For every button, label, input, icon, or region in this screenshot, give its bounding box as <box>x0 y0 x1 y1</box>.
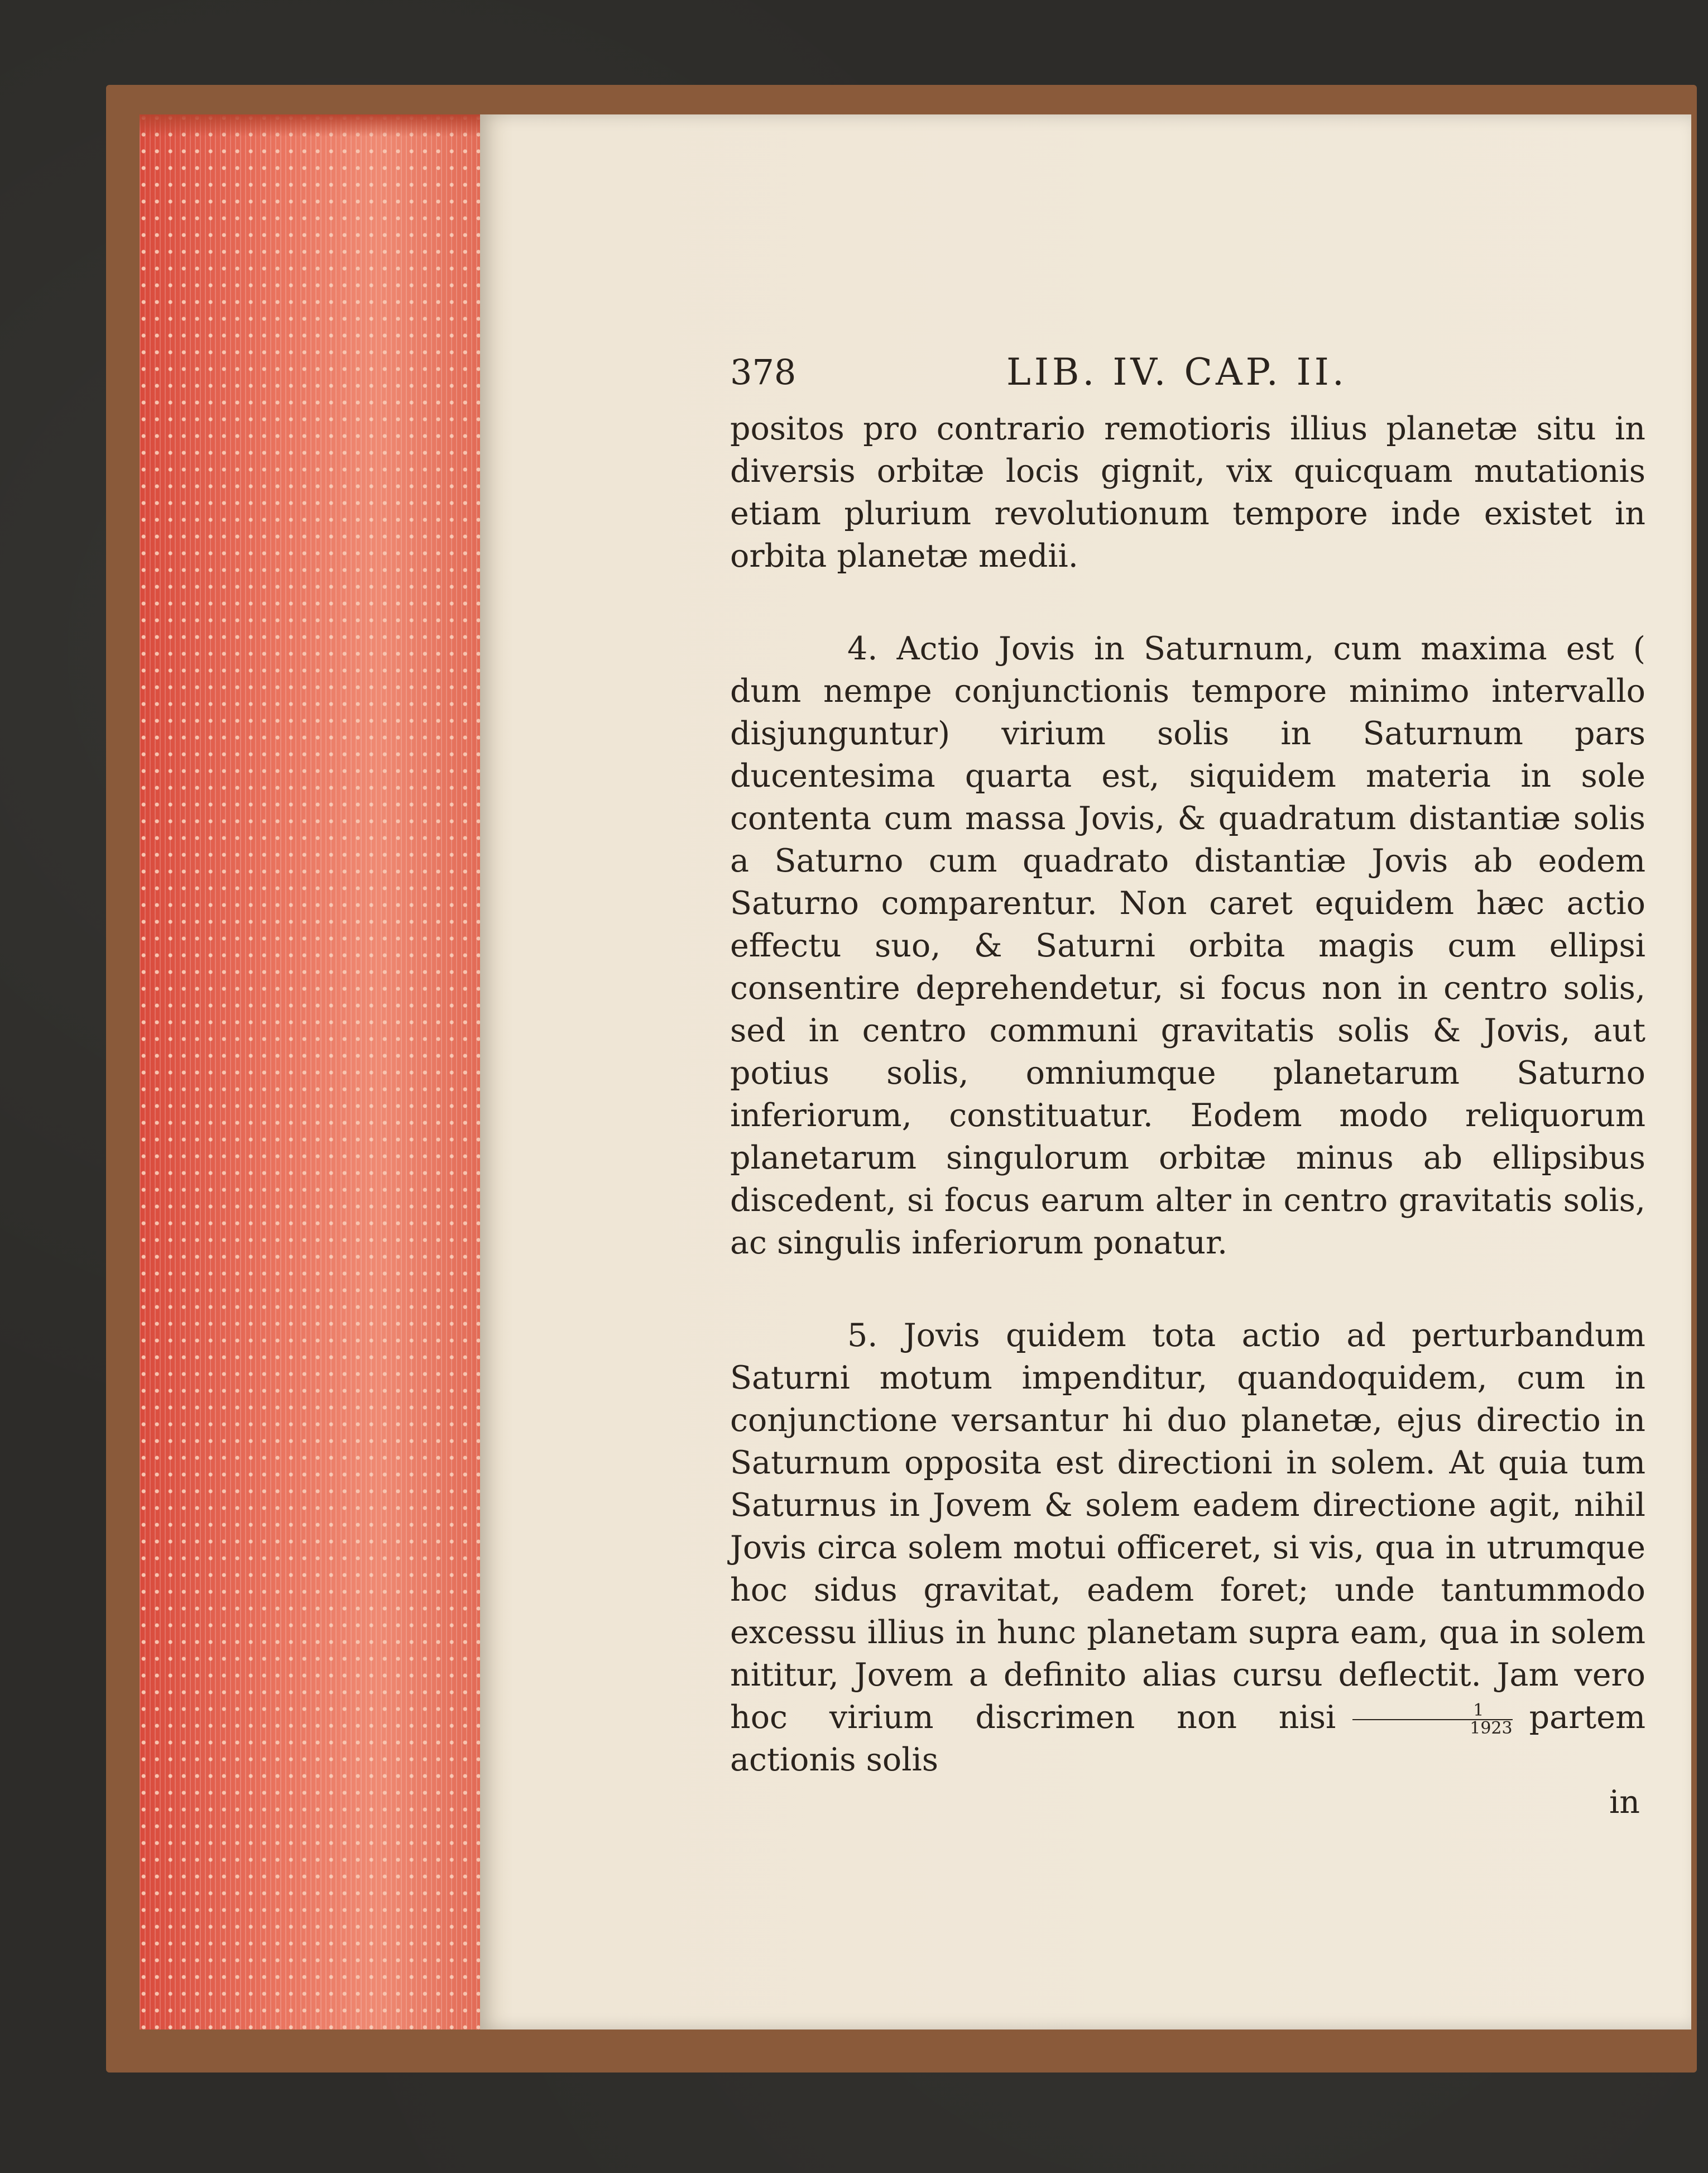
paragraph-1: positos pro contrario remotioris illius planetæ situ in diversis orbitæ locis gignit, vix quicquam mutationis etiam plurium revolutionum tempore inde existet in orbita planetæ medii. <box>730 410 1645 575</box>
page-header <box>730 346 1645 408</box>
fraction-numerator: 1 <box>1352 1702 1512 1720</box>
fraction <box>1352 1702 1512 1737</box>
page-edges-shadow <box>140 114 480 137</box>
paragraph-3 <box>730 1314 1645 1781</box>
page-text-block <box>730 346 1645 1823</box>
paragraph-2: 4. Actio Jovis in Saturnum, cum maxima est ( dum nempe conjunctionis tempore minimo intervallo disjunguntur) virium solis in Saturnum pars ducentesima quarta est, siquidem materia in sole contenta cum massa Jovis, & quadratum distantiæ solis a Saturno cum quadrato distantiæ Jovis ab eodem Saturno comparentur. Non caret equidem hæc actio effectu suo, & Saturni orbita magis cum ellipsi consentire deprehendetur, si focus non in centro solis, sed in centro communi gravitatis solis & Jovis, aut potius solis, omniumque planetarum Saturno inferiorum, constituatur. Eodem modo reliquorum planetarum singulorum orbitæ minus ab ellipsibus discedent, si focus earum alter in centro gravitatis solis, ac singulis inferiorum ponatur. <box>730 630 1645 1261</box>
paragraph-3-text-end: partem actionis solis <box>730 1699 1645 1778</box>
page-number: 378 <box>730 352 797 393</box>
running-head: LIB. IV. CAP. II. <box>1006 351 1347 394</box>
page-edges <box>140 114 480 2030</box>
paragraph-3-text: 5. Jovis quidem tota actio ad perturbandum Saturni motum impenditur, quandoquidem, cum in conjunctione versantur hi duo planetæ, ejus directio in Saturnum opposita est directioni in solem. At quia tum Saturnus in Jovem & solem eadem directione agit, nihil Jovis circa solem motui officeret, si vis, qua in utrumque hoc sidus gravitat, eadem foret; unde tantummodo excessu illius in hunc planetam supra eam, qua in solem nititur, Jovem a definito alias cursu deflectit. Jam vero hoc virium discrimen non nisi <box>730 1317 1645 1736</box>
fraction-denominator: 1923 <box>1470 1718 1513 1738</box>
catchword: in <box>1609 1784 1640 1821</box>
